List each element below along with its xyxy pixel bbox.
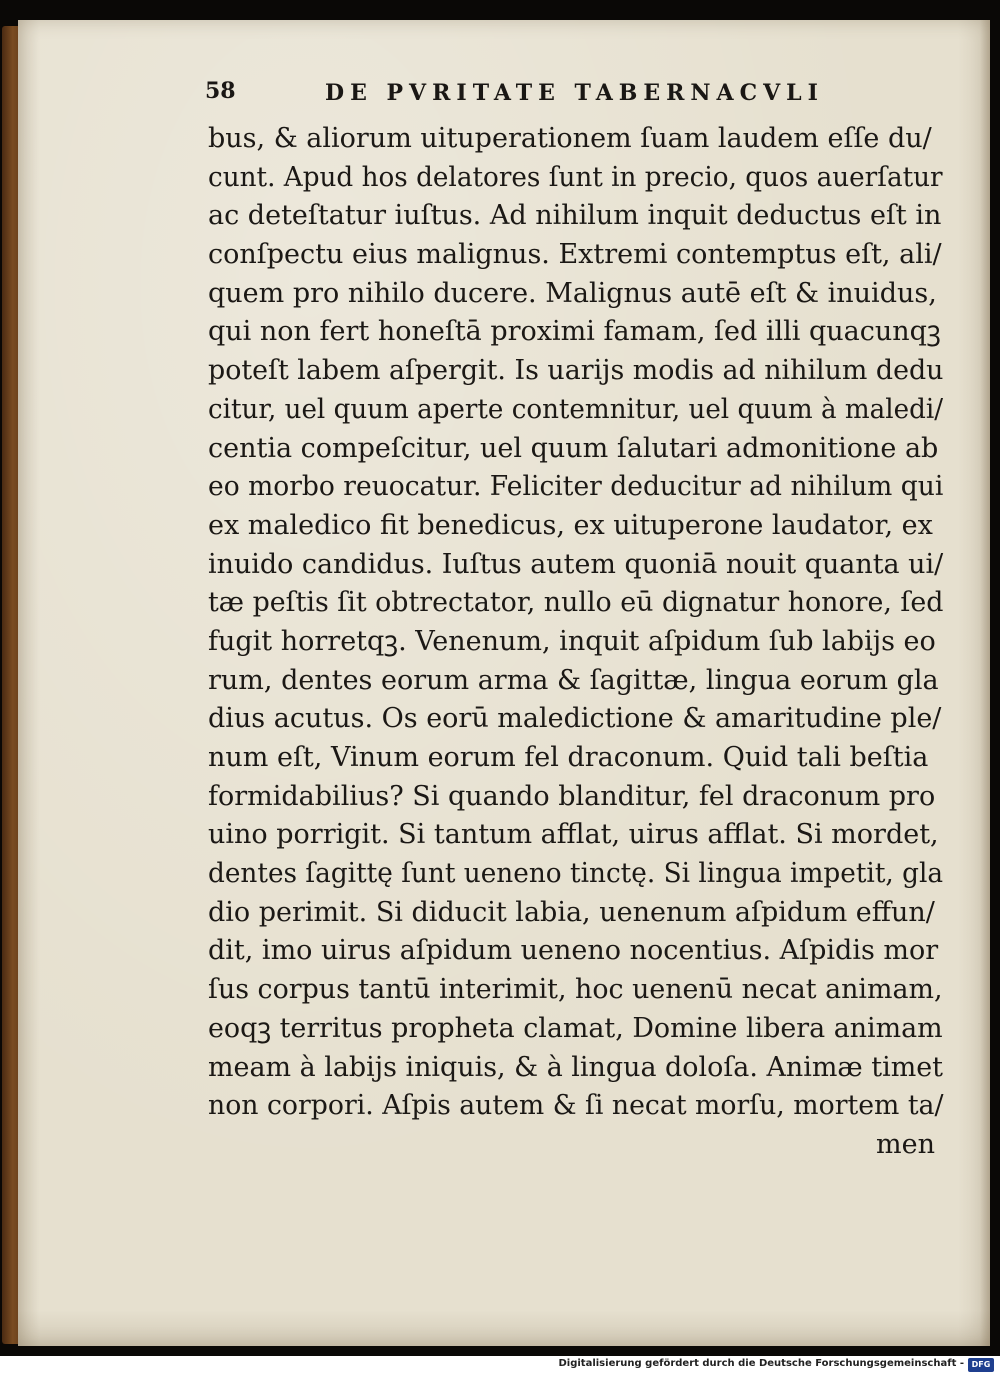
text-line: bus, & aliorum uituperationem ſuam laudem eſſe du/ [208, 123, 932, 154]
text-line: cunt. Apud hos delatores ſunt in precio, quos auerſatur [208, 161, 943, 193]
text-line: ac deteſtatur iuſtus. Ad nihilum inquit deductus eſt in [208, 200, 942, 232]
text-line: poteſt labem aſpergit. Is uarijs modis ad nihilum dedu [208, 355, 944, 387]
text-line: inuido candidus. Iuſtus autem quoniā nouit quanta ui/ [208, 548, 944, 580]
text-line: dio perimit. Si diducit labia, uenenum aſpidum effun/ [208, 896, 935, 928]
catchword: men [876, 1128, 935, 1160]
text-line: ſus corpus tantū interimit, hoc uenenū necat animam, [208, 974, 943, 1006]
text-line: qui non fert honeſtā proximi famam, ſed illi quacunqꝫ [208, 316, 941, 348]
text-line: meam à labijs iniquis, & à lingua doloſa. Animæ timet [208, 1051, 943, 1083]
body-text [208, 120, 943, 1165]
text-line: conſpectu eius malignus. Extremi contemptus eſt, ali/ [208, 239, 942, 271]
footer-bar [0, 1356, 1000, 1375]
text-line: uino porrigit. Si tantum afflat, uirus afflat. Si mordet, [208, 819, 939, 851]
text-line: rum, dentes eorum arma & ſagittæ, lingua eorum gla [208, 664, 939, 696]
text-line: dius acutus. Os eorū maledictione & amaritudine ple/ [208, 703, 942, 735]
text-line: citur, uel quum aperte contemnitur, uel quum à maledi/ [208, 393, 944, 425]
text-line: dit, imo uirus aſpidum ueneno nocentius. Aſpidis mor [208, 935, 939, 967]
dfg-logo-icon [968, 1358, 994, 1372]
text-line: tæ peſtis ſit obtrectator, nullo eū dignatur honore, ſed [208, 587, 944, 619]
text-line: eo morbo reuocatur. Feliciter deducitur ad nihilum qui [208, 471, 944, 503]
text-line: fugit horretqꝫ. Venenum, inquit aſpidum ſub labijs eo [208, 625, 936, 657]
running-head-title: DE PVRITATE TABERNACVLI [325, 80, 824, 106]
footer-credit: Digitalisierung gefördert durch die Deutsche Forschungsgemeinschaft - [558, 1358, 964, 1369]
text-line: dentes ſagittę ſunt ueneno tinctę. Si lingua impetit, gla [208, 858, 944, 890]
page-edge-shadow [980, 20, 990, 1346]
page-number: 58 [205, 78, 236, 104]
text-line: centia compeſcitur, uel quum ſalutari admonitione ab [208, 432, 939, 464]
text-line: non corpori. Aſpis autem & ſi necat morſu, mortem ta/ [208, 1090, 944, 1122]
text-line: num eſt, Vinum eorum fel draconum. Quid tali beſtia [208, 742, 929, 773]
dfg-logo-text: DFG [971, 1360, 991, 1369]
text-line: eoqꝫ territus propheta clamat, Domine libera animam [208, 1012, 943, 1044]
text-line: quem pro nihilo ducere. Malignus autē eſt & inuidus, [208, 277, 937, 309]
running-head [205, 66, 865, 114]
text-line: ex maledico fit benedicus, ex uituperone laudator, ex [208, 509, 933, 541]
text-line: formidabilius? Si quando blanditur, fel draconum pro [208, 780, 936, 812]
